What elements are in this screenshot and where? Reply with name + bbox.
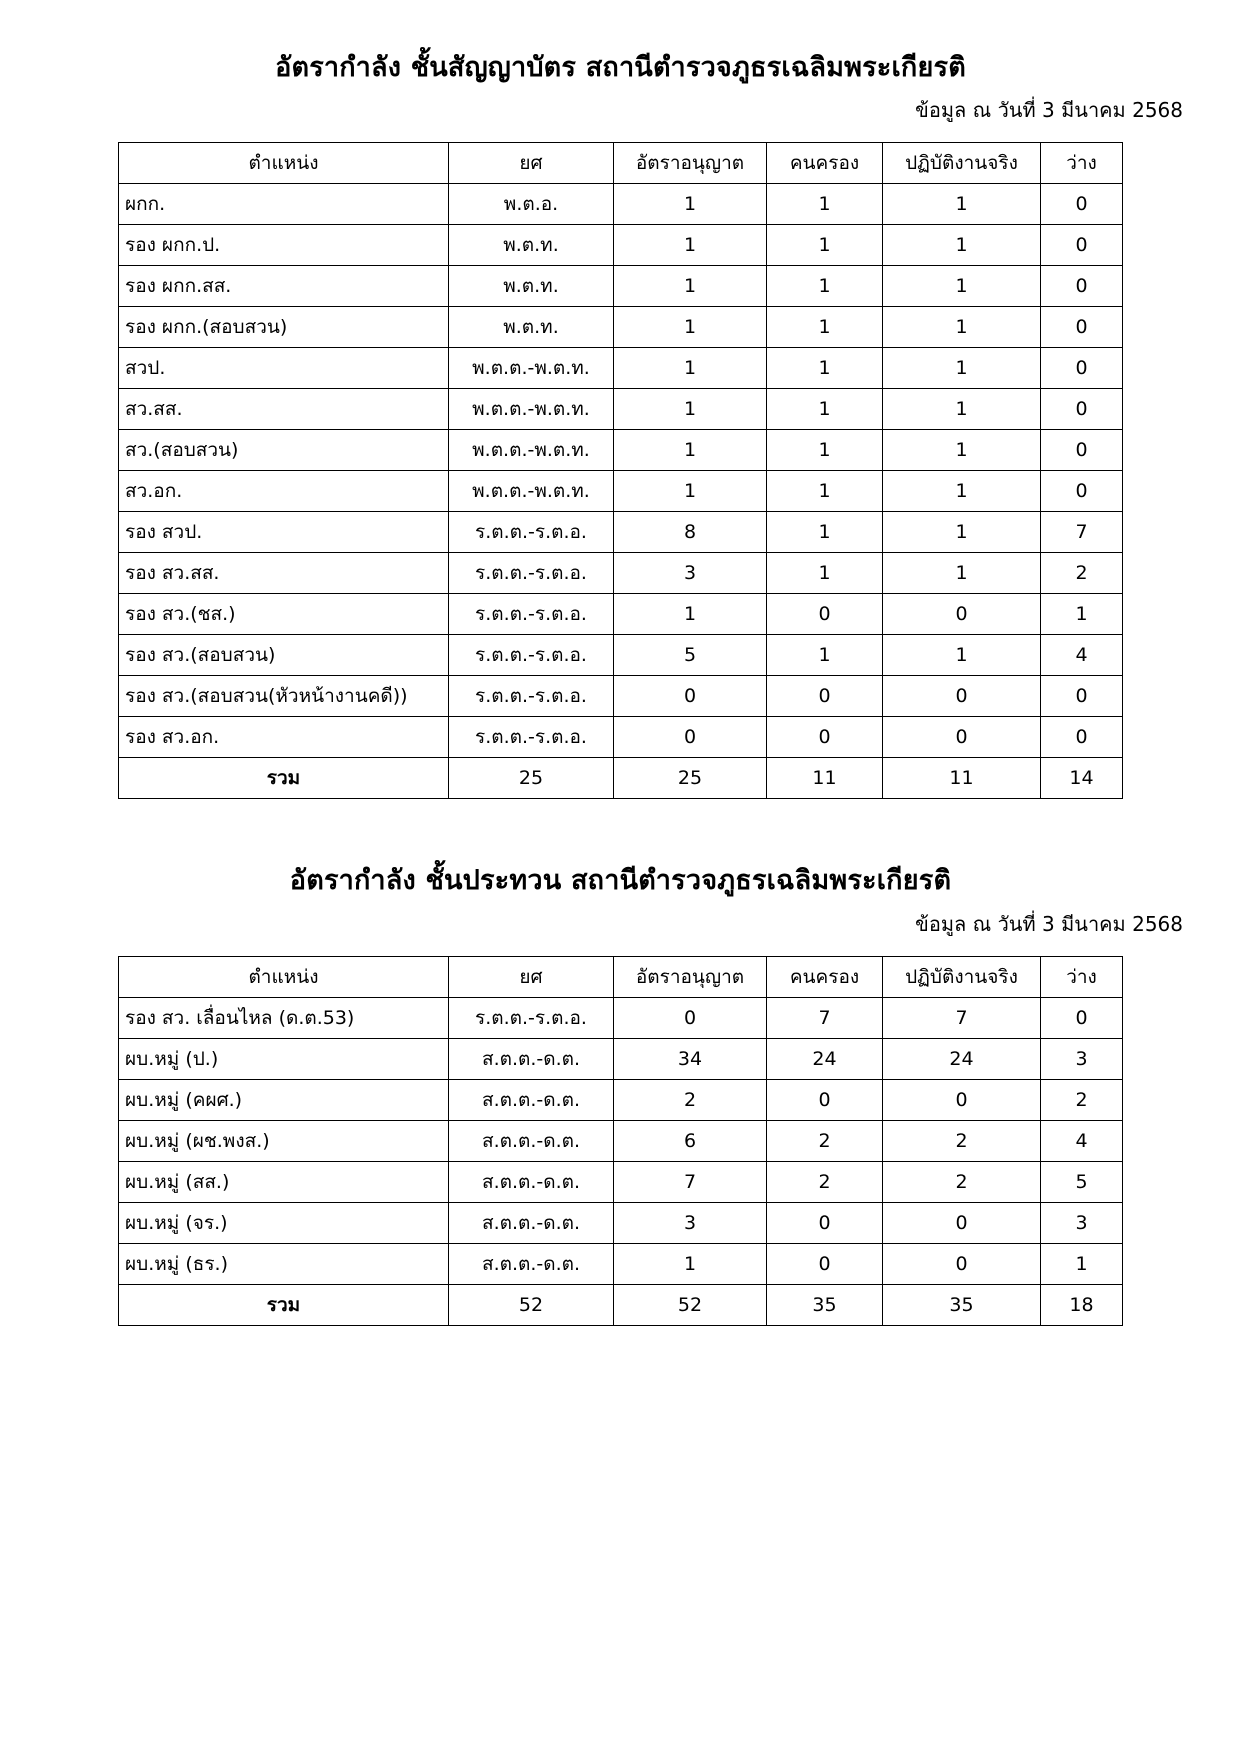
- cell-rank: ส.ต.ต.-ด.ต.: [449, 1038, 614, 1079]
- cell-vacant: 0: [1041, 676, 1123, 717]
- table-row: [119, 471, 1123, 512]
- cell-rank: ร.ต.ต.-ร.ต.อ.: [449, 635, 614, 676]
- cell-quota: 1: [614, 348, 767, 389]
- cell-held: 0: [767, 676, 883, 717]
- table-row: [119, 594, 1123, 635]
- table-row: [119, 676, 1123, 717]
- table-row: [119, 1202, 1123, 1243]
- cell-actual: 2: [883, 1120, 1041, 1161]
- cell-vacant: 3: [1041, 1202, 1123, 1243]
- cell-total-label: รวม: [119, 1284, 449, 1325]
- cell-total-vacant: 18: [1041, 1284, 1123, 1325]
- cell-vacant: 2: [1041, 553, 1123, 594]
- cell-held: 1: [767, 512, 883, 553]
- cell-vacant: 0: [1041, 430, 1123, 471]
- cell-quota: 8: [614, 512, 767, 553]
- cell-held: 0: [767, 1243, 883, 1284]
- table-row: [119, 1079, 1123, 1120]
- cell-actual: 1: [883, 225, 1041, 266]
- cell-total-rank: 25: [449, 758, 614, 799]
- cell-held: 1: [767, 635, 883, 676]
- cell-quota: 7: [614, 1161, 767, 1202]
- cell-rank: พ.ต.อ.: [449, 184, 614, 225]
- cell-vacant: 0: [1041, 307, 1123, 348]
- cell-rank: ส.ต.ต.-ด.ต.: [449, 1161, 614, 1202]
- cell-held: 0: [767, 717, 883, 758]
- cell-position: สวป.: [119, 348, 449, 389]
- cell-quota: 0: [614, 676, 767, 717]
- cell-held: 1: [767, 225, 883, 266]
- cell-position: ผบ.หมู่ (คผศ.): [119, 1079, 449, 1120]
- cell-actual: 24: [883, 1038, 1041, 1079]
- table-row: [119, 1161, 1123, 1202]
- cell-position: ผบ.หมู่ (ป.): [119, 1038, 449, 1079]
- cell-actual: 1: [883, 389, 1041, 430]
- table-row: [119, 389, 1123, 430]
- table-row: [119, 553, 1123, 594]
- cell-vacant: 0: [1041, 348, 1123, 389]
- table-row: [119, 348, 1123, 389]
- cell-quota: 3: [614, 553, 767, 594]
- cell-held: 1: [767, 184, 883, 225]
- table-row: [119, 635, 1123, 676]
- table-row: [119, 307, 1123, 348]
- cell-actual: 0: [883, 594, 1041, 635]
- table-row: [119, 225, 1123, 266]
- cell-actual: 0: [883, 676, 1041, 717]
- cell-total-quota: 52: [614, 1284, 767, 1325]
- cell-quota: 1: [614, 389, 767, 430]
- report-section-noncommissioned: [36, 863, 1205, 1325]
- cell-vacant: 0: [1041, 717, 1123, 758]
- cell-held: 1: [767, 389, 883, 430]
- cell-position: ผบ.หมู่ (ผช.พงส.): [119, 1120, 449, 1161]
- cell-vacant: 5: [1041, 1161, 1123, 1202]
- column-header-actual: ปฏิบัติงานจริง: [883, 956, 1041, 997]
- cell-quota: 2: [614, 1079, 767, 1120]
- page-title-commissioned: อัตรากำลัง ชั้นสัญญาบัตร สถานีตำรวจภูธรเฉลิมพระเกียรติ: [275, 52, 966, 83]
- cell-actual: 1: [883, 471, 1041, 512]
- cell-position: สว.สส.: [119, 389, 449, 430]
- cell-vacant: 2: [1041, 1079, 1123, 1120]
- cell-position: รอง ผกก.(สอบสวน): [119, 307, 449, 348]
- cell-position: รอง สว.อก.: [119, 717, 449, 758]
- cell-position: รอง สว.สส.: [119, 553, 449, 594]
- cell-rank: ร.ต.ต.-ร.ต.อ.: [449, 594, 614, 635]
- cell-actual: 0: [883, 717, 1041, 758]
- cell-actual: 2: [883, 1161, 1041, 1202]
- cell-total-quota: 25: [614, 758, 767, 799]
- cell-vacant: 0: [1041, 266, 1123, 307]
- cell-vacant: 0: [1041, 184, 1123, 225]
- cell-position: สว.อก.: [119, 471, 449, 512]
- cell-quota: 1: [614, 1243, 767, 1284]
- cell-vacant: 4: [1041, 1120, 1123, 1161]
- cell-quota: 1: [614, 307, 767, 348]
- cell-quota: 0: [614, 997, 767, 1038]
- cell-total-rank: 52: [449, 1284, 614, 1325]
- cell-vacant: 0: [1041, 471, 1123, 512]
- cell-held: 2: [767, 1161, 883, 1202]
- cell-total-label: รวม: [119, 758, 449, 799]
- cell-vacant: 0: [1041, 997, 1123, 1038]
- cell-quota: 0: [614, 717, 767, 758]
- cell-actual: 7: [883, 997, 1041, 1038]
- cell-held: 0: [767, 1202, 883, 1243]
- cell-vacant: 1: [1041, 594, 1123, 635]
- table-row: [119, 430, 1123, 471]
- table-row: [119, 512, 1123, 553]
- cell-actual: 1: [883, 307, 1041, 348]
- cell-vacant: 7: [1041, 512, 1123, 553]
- column-header-vacant: ว่าง: [1041, 143, 1123, 184]
- cell-rank: ส.ต.ต.-ด.ต.: [449, 1202, 614, 1243]
- cell-position: รอง สว. เลื่อนไหล (ด.ต.53): [119, 997, 449, 1038]
- cell-vacant: 1: [1041, 1243, 1123, 1284]
- cell-rank: ร.ต.ต.-ร.ต.อ.: [449, 676, 614, 717]
- cell-actual: 1: [883, 266, 1041, 307]
- cell-rank: พ.ต.ต.-พ.ต.ท.: [449, 471, 614, 512]
- column-header-rank: ยศ: [449, 956, 614, 997]
- cell-held: 1: [767, 471, 883, 512]
- cell-total-vacant: 14: [1041, 758, 1123, 799]
- cell-actual: 1: [883, 553, 1041, 594]
- cell-position: รอง ผกก.ป.: [119, 225, 449, 266]
- table-commissioned: [118, 142, 1123, 799]
- cell-quota: 5: [614, 635, 767, 676]
- table-row: [119, 266, 1123, 307]
- cell-rank: ร.ต.ต.-ร.ต.อ.: [449, 512, 614, 553]
- cell-position: ผกก.: [119, 184, 449, 225]
- cell-held: 2: [767, 1120, 883, 1161]
- cell-position: รอง สว.(ชส.): [119, 594, 449, 635]
- cell-held: 1: [767, 307, 883, 348]
- cell-rank: ร.ต.ต.-ร.ต.อ.: [449, 717, 614, 758]
- cell-vacant: 3: [1041, 1038, 1123, 1079]
- cell-actual: 1: [883, 348, 1041, 389]
- column-header-rank: ยศ: [449, 143, 614, 184]
- cell-position: รอง สวป.: [119, 512, 449, 553]
- cell-actual: 1: [883, 184, 1041, 225]
- cell-rank: ส.ต.ต.-ด.ต.: [449, 1120, 614, 1161]
- cell-held: 1: [767, 266, 883, 307]
- cell-total-held: 35: [767, 1284, 883, 1325]
- cell-held: 0: [767, 594, 883, 635]
- table-total-row: [119, 758, 1123, 799]
- section-spacer: [36, 817, 1205, 847]
- cell-quota: 1: [614, 266, 767, 307]
- cell-rank: ส.ต.ต.-ด.ต.: [449, 1079, 614, 1120]
- cell-held: 1: [767, 430, 883, 471]
- cell-quota: 1: [614, 430, 767, 471]
- cell-held: 7: [767, 997, 883, 1038]
- cell-quota: 1: [614, 594, 767, 635]
- report-section-commissioned: [36, 50, 1205, 799]
- cell-actual: 1: [883, 635, 1041, 676]
- column-header-actual: ปฏิบัติงานจริง: [883, 143, 1041, 184]
- cell-rank: พ.ต.ต.-พ.ต.ท.: [449, 430, 614, 471]
- cell-position: ผบ.หมู่ (สส.): [119, 1161, 449, 1202]
- table-row: [119, 1120, 1123, 1161]
- cell-held: 24: [767, 1038, 883, 1079]
- cell-position: สว.(สอบสวน): [119, 430, 449, 471]
- cell-held: 0: [767, 1079, 883, 1120]
- table-total-row: [119, 1284, 1123, 1325]
- cell-rank: พ.ต.ต.-พ.ต.ท.: [449, 348, 614, 389]
- cell-position: รอง ผกก.สส.: [119, 266, 449, 307]
- data-date-commissioned: ข้อมูล ณ วันที่ 3 มีนาคม 2568: [915, 98, 1183, 123]
- cell-quota: 1: [614, 184, 767, 225]
- table-row: [119, 997, 1123, 1038]
- column-header-position: ตำแหน่ง: [119, 956, 449, 997]
- page-title-noncommissioned: อัตรากำลัง ชั้นประทวน สถานีตำรวจภูธรเฉลิมพระเกียรติ: [289, 865, 952, 897]
- cell-position: รอง สว.(สอบสวน): [119, 635, 449, 676]
- column-header-quota: อัตราอนุญาต: [614, 956, 767, 997]
- table-row: [119, 184, 1123, 225]
- cell-held: 1: [767, 348, 883, 389]
- cell-quota: 1: [614, 225, 767, 266]
- cell-actual: 1: [883, 430, 1041, 471]
- table-header-row: [119, 956, 1123, 997]
- cell-held: 1: [767, 553, 883, 594]
- cell-total-held: 11: [767, 758, 883, 799]
- column-header-held: คนครอง: [767, 956, 883, 997]
- cell-actual: 0: [883, 1202, 1041, 1243]
- column-header-vacant: ว่าง: [1041, 956, 1123, 997]
- column-header-held: คนครอง: [767, 143, 883, 184]
- cell-total-actual: 11: [883, 758, 1041, 799]
- cell-actual: 0: [883, 1079, 1041, 1120]
- cell-vacant: 0: [1041, 389, 1123, 430]
- table-row: [119, 1038, 1123, 1079]
- cell-quota: 1: [614, 471, 767, 512]
- cell-rank: ส.ต.ต.-ด.ต.: [449, 1243, 614, 1284]
- cell-position: รอง สว.(สอบสวน(หัวหน้างานคดี)): [119, 676, 449, 717]
- table-header-row: [119, 143, 1123, 184]
- column-header-position: ตำแหน่ง: [119, 143, 449, 184]
- cell-rank: พ.ต.ท.: [449, 225, 614, 266]
- cell-rank: ร.ต.ต.-ร.ต.อ.: [449, 553, 614, 594]
- data-date-noncommissioned: ข้อมูล ณ วันที่ 3 มีนาคม 2568: [915, 911, 1183, 936]
- table-row: [119, 1243, 1123, 1284]
- cell-rank: พ.ต.ต.-พ.ต.ท.: [449, 389, 614, 430]
- cell-quota: 6: [614, 1120, 767, 1161]
- cell-position: ผบ.หมู่ (จร.): [119, 1202, 449, 1243]
- column-header-quota: อัตราอนุญาต: [614, 143, 767, 184]
- cell-vacant: 0: [1041, 225, 1123, 266]
- cell-rank: ร.ต.ต.-ร.ต.อ.: [449, 997, 614, 1038]
- cell-total-actual: 35: [883, 1284, 1041, 1325]
- cell-quota: 34: [614, 1038, 767, 1079]
- cell-rank: พ.ต.ท.: [449, 266, 614, 307]
- cell-actual: 0: [883, 1243, 1041, 1284]
- cell-quota: 3: [614, 1202, 767, 1243]
- cell-actual: 1: [883, 512, 1041, 553]
- cell-rank: พ.ต.ท.: [449, 307, 614, 348]
- cell-position: ผบ.หมู่ (ธร.): [119, 1243, 449, 1284]
- cell-vacant: 4: [1041, 635, 1123, 676]
- table-row: [119, 717, 1123, 758]
- table-noncommissioned: [118, 956, 1123, 1326]
